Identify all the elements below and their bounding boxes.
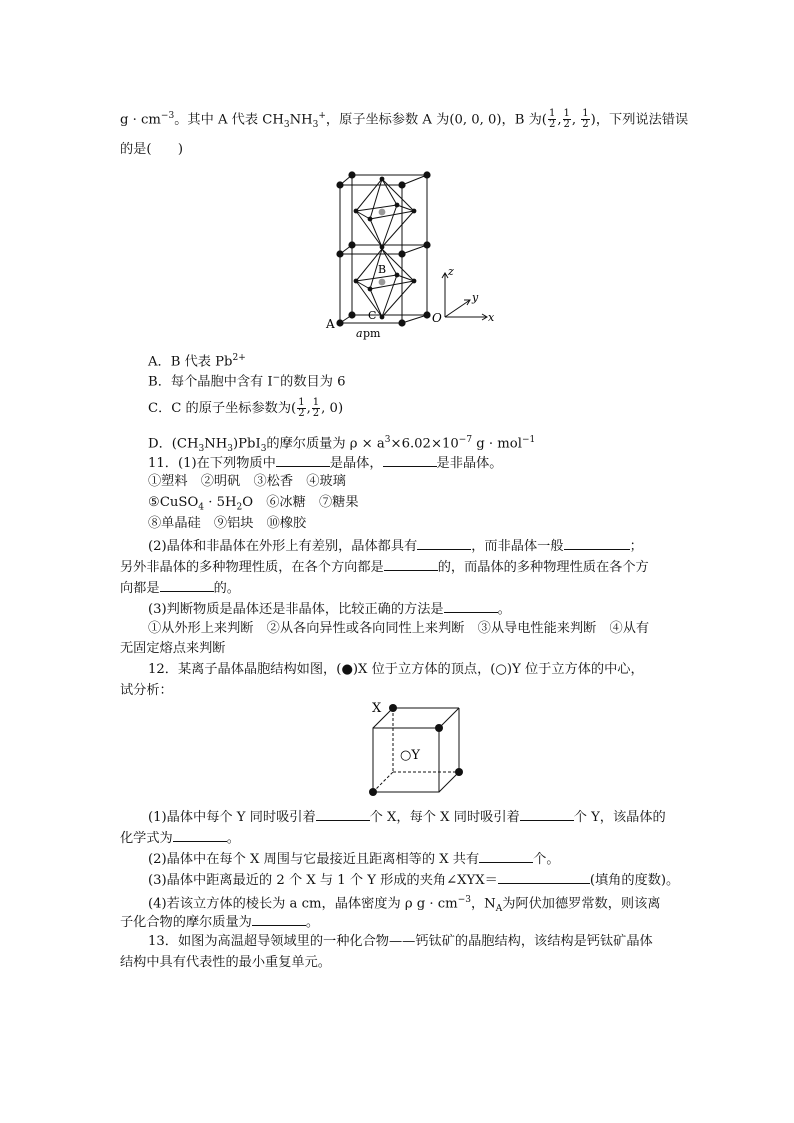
- svg-text:z: z: [448, 265, 454, 278]
- q12-line-5: (2)晶体中在每个 X 周围与它最接近且距离相等的 X 共有 个。: [148, 848, 560, 870]
- svg-text:pm: pm: [363, 327, 381, 340]
- svg-text:○Y: ○Y: [400, 748, 420, 763]
- intro-line-1: $g \cdot cm^{-3}$。其中 A 代表 $CH_3NH_3^+$，原子坐标参数 A 为(0, 0, 0)，B 为( $\frac{1}{2}$ , $\frac{1}{2}$ , $\frac{1}{2}$ )，下列说法错误: [120, 108, 689, 131]
- option-d: D．$(CH_3NH_3)PbI_3$的摩尔质量为 $\rho \times a^3\times 6.02\times 10^{-7}$ g · mol$^{-1}$: [148, 435, 536, 455]
- q12-line-3: (1)晶体中每个 Y 同时吸引着 个 X，每个 X 同时吸引着 个 Y，该晶体的: [148, 806, 666, 828]
- svg-text:B: B: [378, 263, 387, 276]
- q11-line-1: 11．(1)在下列物质中 是晶体， 是非晶体。: [148, 452, 502, 474]
- q11-line-5: (2)晶体和非晶体在外形上有差别，晶体都具有 ，而非晶体一般 ；: [148, 535, 643, 557]
- q11-line-9: ①从外形上来判断 ②从各向异性或各向同性上来判断 ③从导电性能来判断 ④从有: [148, 621, 650, 636]
- svg-text:A: A: [326, 317, 335, 331]
- fraction-half: $\frac{1}{2}$: [563, 108, 570, 131]
- option-c: C．C 的原子坐标参数为( $\frac{1}{2}$ , $\frac{1}{2}$ , 0): [148, 397, 344, 419]
- perovskite-structure-figure: [322, 165, 502, 340]
- q11-line-3: ⑤CuSO$_4$ · $5H_2O$ ⑥冰糖 ⑦糖果: [148, 495, 359, 513]
- q11-line-4: ⑧单晶硅 ⑨铝块 ⑩橡胶: [148, 516, 307, 531]
- q11-line-8: (3)判断物质是晶体还是非晶体，比较正确的方法是 。: [148, 598, 511, 620]
- q12-line-1: 12．某离子晶体晶胞结构如图，(●)X 位于立方体的顶点，(○)Y 位于立方体的中心，: [148, 662, 644, 677]
- q11-line-7: 向都是 的。: [120, 577, 240, 599]
- svg-text:y: y: [472, 291, 479, 304]
- intro-line-2: 的是( ): [120, 142, 184, 157]
- q11-line-10: 无固定熔点来判断: [120, 641, 226, 656]
- q11-line-2: ①塑料 ②明矾 ③松香 ④玻璃: [148, 474, 346, 489]
- q12-line-4: 化学式为 。: [120, 827, 240, 849]
- svg-text:O: O: [432, 311, 442, 325]
- q12-line-8: 子化合物的摩尔质量为 。: [120, 911, 319, 933]
- q12-line-6: (3)晶体中距离最近的 2 个 X 与 1 个 Y 形成的夹角∠XYX＝ (填角的度数)。: [148, 869, 679, 891]
- fraction-half: $\frac{1}{2}$: [582, 108, 589, 131]
- option-a: A．B 代表 $Pb^{2+}$: [148, 353, 246, 370]
- q13-line-1: 13．如图为高温超导领域里的一种化合物——钙钛矿的晶胞结构，该结构是钙钛矿晶体: [148, 934, 653, 949]
- option-b: B．每个晶胞中含有 I−的数目为 6: [148, 373, 346, 390]
- svg-text:a: a: [356, 327, 363, 340]
- q12-line-7: (4)若该立方体的棱长为 a cm，晶体密度为 ρ $g \cdot cm^{-3}$，$N_A$为阿伏加德罗常数，则该离: [148, 895, 661, 915]
- q13-line-2: 结构中具有代表性的最小重复单元。: [120, 955, 331, 970]
- q11-line-6: 另外非晶体的多种物理性质，在各个方向都是 的，而晶体的多种物理性质在各个方: [120, 556, 649, 578]
- cubic-cell-figure: [362, 696, 472, 800]
- svg-text:X: X: [372, 701, 382, 716]
- svg-text:x: x: [488, 311, 495, 324]
- svg-text:C: C: [368, 309, 377, 322]
- q12-line-2: 试分析：: [120, 683, 173, 698]
- fraction-half: $\frac{1}{2}$: [548, 108, 556, 131]
